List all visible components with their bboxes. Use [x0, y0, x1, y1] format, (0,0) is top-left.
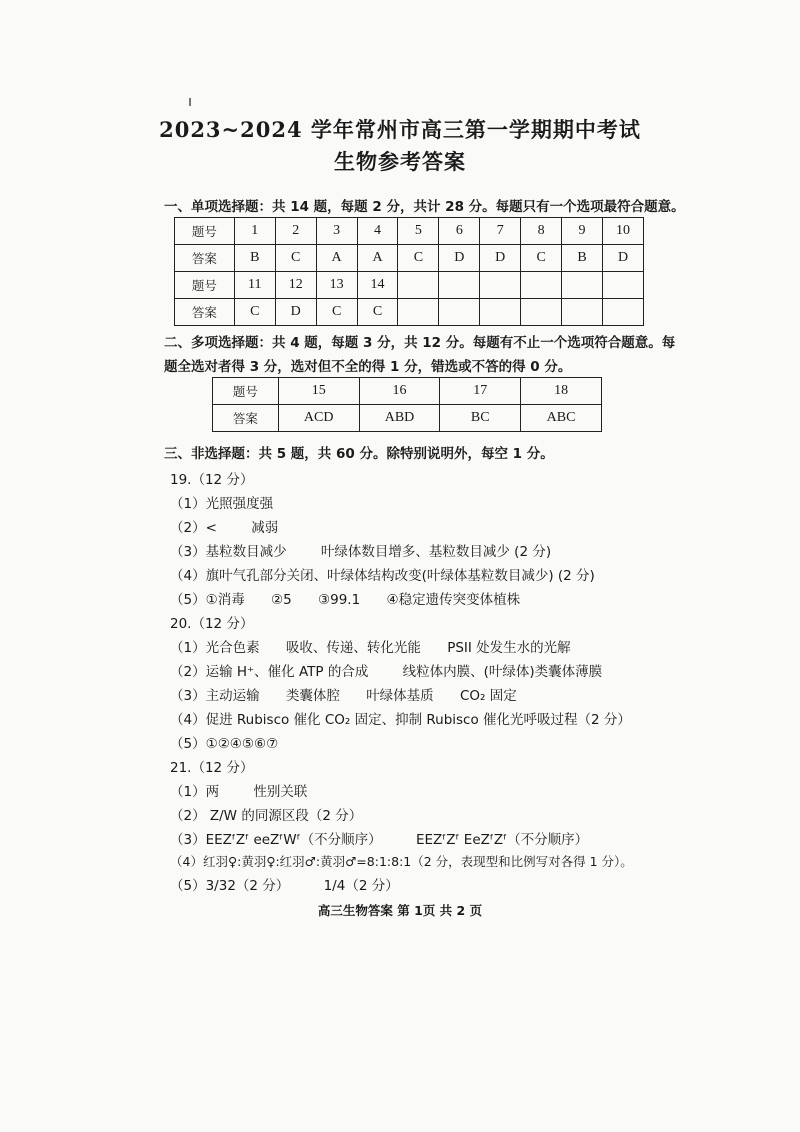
q20-answer-1	[170, 636, 571, 656]
answer-text: （5）①消毒	[170, 592, 245, 608]
answer-text: 线粒体内膜、(叶绿体)类囊体薄膜	[402, 664, 603, 680]
empty-cell	[398, 299, 439, 326]
answer-text: （5）①②④⑤⑥⑦	[170, 736, 279, 752]
q21-answer-5	[170, 874, 399, 894]
empty-cell	[521, 272, 562, 299]
multiple-choice-table	[212, 377, 602, 432]
question-number: 18	[521, 378, 602, 405]
q21-heading: 21.（12 分）	[170, 760, 254, 776]
question-number: 17	[440, 378, 521, 405]
row-label: 题号	[213, 378, 279, 405]
empty-cell	[521, 299, 562, 326]
page-subtitle: 生物参考答案	[334, 149, 466, 174]
answer-text: EEZᶠZᶠ EeZᶠZᶠ（不分顺序）	[415, 832, 589, 848]
answer-text: （1）两	[170, 784, 220, 800]
section2-heading-line1: 二、多项选择题：共 4 题，每题 3 分，共 12 分。每题有不止一个选项符合题意。每	[164, 335, 676, 351]
empty-cell	[480, 299, 521, 326]
empty-cell	[439, 272, 480, 299]
question-number: 13	[316, 272, 357, 299]
empty-cell	[480, 272, 521, 299]
answer-cell: BC	[440, 405, 521, 432]
answer-text: （3）基粒数目减少	[170, 544, 287, 560]
answer-text: ②5	[271, 592, 292, 608]
q20-answer-2	[170, 660, 602, 680]
table-row	[175, 272, 644, 299]
question-number: 16	[359, 378, 440, 405]
answer-cell: A	[316, 245, 357, 272]
q21-answer-3	[170, 828, 588, 848]
q21-answer-1	[170, 780, 307, 800]
empty-cell	[603, 299, 644, 326]
question-number: 10	[603, 218, 644, 245]
single-choice-table	[174, 217, 644, 326]
answer-cell: D	[439, 245, 480, 272]
question-number: 15	[278, 378, 359, 405]
question-number: 11	[234, 272, 275, 299]
answer-text: ③99.1	[318, 592, 361, 608]
answer-text: ④稳定遗传突变体植株	[386, 592, 521, 608]
row-label: 题号	[175, 272, 235, 299]
table-row	[213, 378, 602, 405]
table-row	[175, 299, 644, 326]
answer-text: （4）红羽♀:黄羽♀:红羽♂:黄羽♂=8:1:8:1（2 分，表现型和比例写对各得 1 分）。	[170, 854, 633, 869]
answer-text: （5）3/32（2 分）	[170, 878, 290, 894]
answer-text: （2）<	[170, 520, 217, 536]
q19-answer-2	[170, 516, 278, 536]
answer-cell: C	[357, 299, 398, 326]
answer-cell: B	[234, 245, 275, 272]
q21-answer-2	[170, 804, 362, 824]
answer-cell: ACD	[278, 405, 359, 432]
answer-text: （3）主动运输	[170, 688, 260, 704]
q21-answer-4	[170, 852, 633, 870]
empty-cell	[398, 272, 439, 299]
question-number: 3	[316, 218, 357, 245]
answer-text: CO₂ 固定	[459, 688, 517, 704]
answer-cell: ABD	[359, 405, 440, 432]
table-row	[175, 218, 644, 245]
answer-text: （4）促进 Rubisco 催化 CO₂ 固定、抑制 Rubisco 催化光呼吸过程（2 分）	[170, 712, 631, 728]
question-number: 8	[521, 218, 562, 245]
empty-cell	[562, 299, 603, 326]
answer-cell: A	[357, 245, 398, 272]
answer-text: （2）运输 H⁺、催化 ATP 的合成	[170, 664, 369, 680]
answer-text: 1/4（2 分）	[323, 878, 399, 894]
section3-heading: 三、非选择题：共 5 题，共 60 分。除特别说明外，每空 1 分。	[164, 446, 554, 462]
question-number: 6	[439, 218, 480, 245]
scan-mark	[189, 98, 191, 106]
q19-answer-5	[170, 588, 520, 608]
empty-cell	[439, 299, 480, 326]
answer-text: （3）EEZᶠZᶠ eeZᶠWᶠ（不分顺序）	[170, 832, 382, 848]
answer-text: 类囊体腔	[285, 688, 340, 704]
q20-heading: 20.（12 分）	[170, 616, 254, 632]
row-label: 答案	[175, 245, 235, 272]
empty-cell	[562, 272, 603, 299]
answer-cell: D	[603, 245, 644, 272]
answer-text: （2） Z/W 的同源区段（2 分）	[170, 808, 363, 824]
question-number: 5	[398, 218, 439, 245]
question-number: 14	[357, 272, 398, 299]
answer-cell: C	[234, 299, 275, 326]
question-number: 9	[562, 218, 603, 245]
answer-cell: B	[562, 245, 603, 272]
answer-cell: D	[275, 299, 316, 326]
q20-answer-5	[170, 732, 278, 752]
question-number: 4	[357, 218, 398, 245]
question-number: 12	[275, 272, 316, 299]
empty-cell	[603, 272, 644, 299]
table-row	[175, 245, 644, 272]
section1-heading: 一、单项选择题：共 14 题，每题 2 分，共计 28 分。每题只有一个选项最符合题意。	[164, 199, 685, 215]
answer-text: 性别关联	[253, 784, 308, 800]
question-number: 2	[275, 218, 316, 245]
answer-text: PSII 处发生水的光解	[447, 640, 571, 656]
page-title: 2023~2024 学年常州市高三第一学期期中考试	[159, 117, 641, 142]
q19-answer-3	[170, 540, 551, 560]
row-label: 答案	[175, 299, 235, 326]
section2-heading-line2: 题全选对者得 3 分，选对但不全的得 1 分，错选或不答的得 0 分。	[164, 359, 572, 375]
page-footer: 高三生物答案 第 1页 共 2 页	[317, 903, 483, 918]
answer-cell: C	[521, 245, 562, 272]
answer-text: 叶绿体基质	[366, 688, 434, 704]
answer-text: 叶绿体数目增多、基粒数目减少 (2 分)	[320, 544, 552, 560]
answer-cell: D	[480, 245, 521, 272]
answer-cell: C	[398, 245, 439, 272]
answer-cell: C	[275, 245, 316, 272]
q20-answer-3	[170, 684, 517, 704]
row-label: 题号	[175, 218, 235, 245]
answer-cell: C	[316, 299, 357, 326]
q19-heading: 19.（12 分）	[170, 472, 254, 488]
answer-cell: ABC	[521, 405, 602, 432]
question-number: 7	[480, 218, 521, 245]
table-row	[213, 405, 602, 432]
q20-answer-4	[170, 708, 631, 728]
answer-text: （1）光合色素	[170, 640, 260, 656]
answer-text: （1）光照强度强	[170, 496, 274, 512]
answer-text: （4）旗叶气孔部分关闭、叶绿体结构改变(叶绿体基粒数目减少) (2 分)	[170, 568, 595, 584]
answer-text: 减弱	[251, 520, 279, 536]
q19-answer-1	[170, 492, 273, 512]
q19-answer-4	[170, 564, 595, 584]
answer-text: 吸收、传递、转化光能	[285, 640, 421, 656]
row-label: 答案	[213, 405, 279, 432]
question-number: 1	[234, 218, 275, 245]
